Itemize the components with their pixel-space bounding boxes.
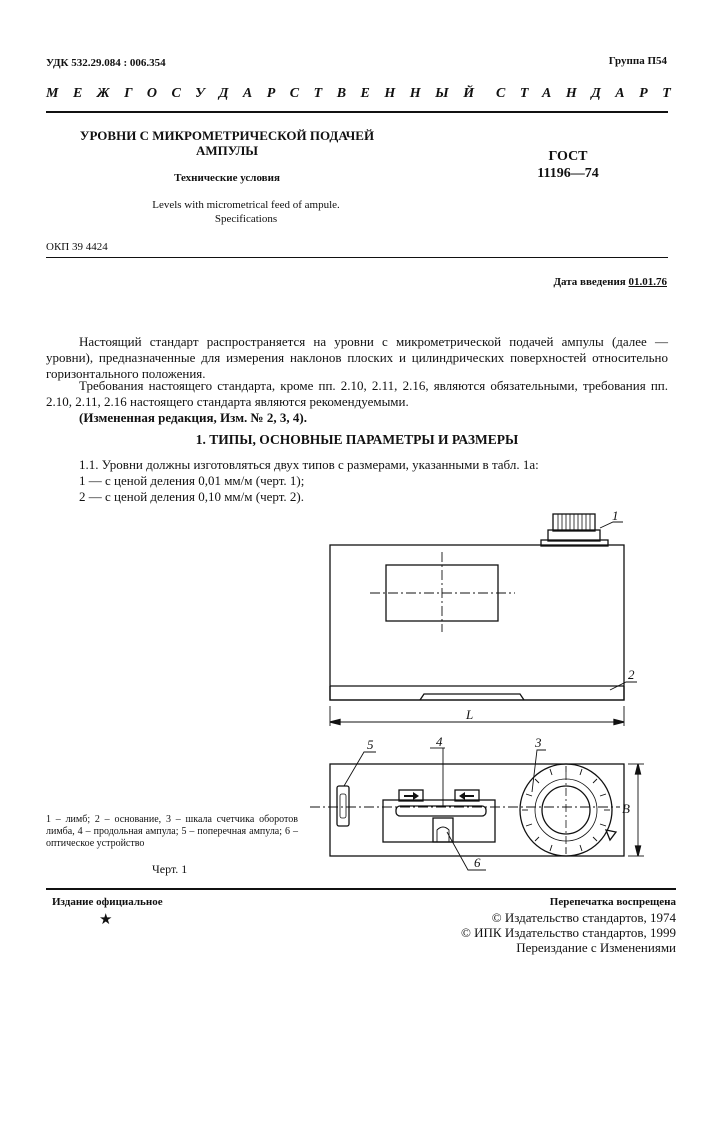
star-mark: ★ [99, 912, 113, 928]
title-en-line2: Specifications [214, 213, 278, 225]
gost-label: ГОСТ [548, 149, 588, 164]
figure-caption: Черт. 1 [152, 862, 188, 876]
okp-code: ОКП 39 4424 [46, 241, 108, 253]
side-body [330, 545, 624, 700]
footer-rule [46, 888, 676, 890]
copyright-1999: © ИПК Издательство стандартов, 1999 [461, 925, 676, 940]
udk-code: УДК 532.29.084 : 006.354 [46, 57, 166, 69]
figure-legend: 1 – лимб; 2 – основание, 3 – шкала счетчика оборотов лимба, 4 – продольная ампула; 5 – поперечная ампула; 6 – оптическое устройство [46, 814, 298, 849]
reissue-note: Переиздание с Изменениями [516, 940, 676, 955]
section-title: 1. ТИПЫ, ОСНОВНЫЕ ПАРАМЕТРЫ И РАЗМЕРЫ [195, 432, 519, 447]
clause-1-1-line2: 1 — с ценой деления 0,01 мм/м (черт. 1); [79, 473, 305, 488]
label-4: 4 [436, 734, 443, 749]
intro-date-label: Дата введения [553, 276, 626, 288]
title-en-line1: Levels with micrometrical feed of ampule. [152, 199, 340, 211]
title-ru-sub: Технические условия [174, 172, 280, 184]
label-5: 5 [367, 737, 374, 752]
official-edition: Издание официальное [52, 896, 163, 908]
copyright-1974: © Издательство стандартов, 1974 [491, 910, 676, 925]
label-L: L [466, 707, 474, 722]
intro-date-value: 01.01.76 [628, 276, 667, 288]
title-ru-line1: УРОВНИ С МИКРОМЕТРИЧЕСКОЙ ПОДАЧЕЙ [79, 128, 375, 143]
label-3: 3 [535, 735, 542, 750]
title-ru-line2: АМПУЛЫ [195, 143, 259, 158]
interstate-word2: СТАНДАРТ [496, 86, 686, 101]
clause-1-1-line3: 2 — с ценой деления 0,10 мм/м (черт. 2). [79, 489, 304, 504]
paragraph-amendment: (Измененная редакция, Изм. № 2, 3, 4). [79, 410, 307, 425]
paragraph-scope: Настоящий стандарт распространяется на уровни с микрометрической подачей ампулы (далее — уровни), предназначенные для измерения наклонов плоских и цилиндрических поверхностей относительно горизонтального положения. [46, 334, 668, 381]
copyright-block [461, 895, 676, 955]
label-2: 2 [628, 667, 635, 682]
label-1: 1 [612, 508, 619, 523]
interstate-word1: МЕЖГОСУДАРСТВЕННЫЙ [46, 86, 489, 101]
group-code: Группа П54 [608, 55, 667, 67]
gost-number: 11196—74 [537, 166, 599, 181]
clause-1-1-line1: 1.1. Уровни должны изготовляться двух типов с размерами, указанными в табл. 1а: [79, 457, 539, 472]
label-B: B [622, 801, 630, 816]
reprint-prohibited: Перепечатка воспрещена [549, 896, 676, 908]
paragraph-requirements: Требования настоящего стандарта, кроме пп. 2.10, 2.11, 2.16, являются обязательными, требования пп. 2.10, 2.11, 2.16 настоящего стандарта являются рекомендуемыми. [46, 378, 668, 409]
label-6: 6 [474, 855, 481, 870]
